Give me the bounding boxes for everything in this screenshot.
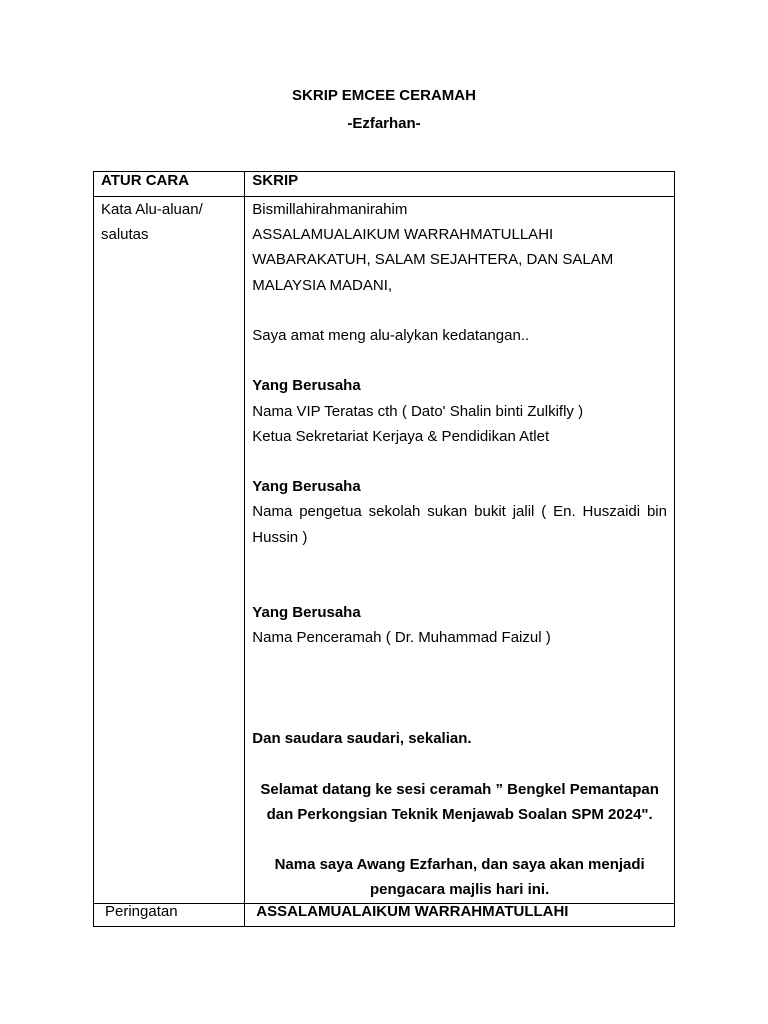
skrip-line: Bismillahirahmanirahim (252, 201, 408, 218)
header-atur-cara: ATUR CARA (94, 172, 245, 197)
skrip-line: Nama VIP Teratas cth ( Dato' Shalin binti Zulkifly ) (252, 402, 584, 420)
atur-cara-label-line2: salutas (101, 226, 149, 244)
skrip-line: Nama Penceramah ( Dr. Muhammad Faizul ) (252, 629, 551, 647)
script-table (93, 171, 675, 927)
skrip-heading: Yang Berusaha (252, 478, 361, 496)
document-title: SKRIP EMCEE CERAMAH (292, 87, 476, 104)
skrip-line: MALAYSIA MADANI, (252, 276, 393, 294)
skrip-heading: Yang Berusaha (252, 377, 361, 395)
skrip-line: Dan saudara saudari, sekalian. (252, 730, 472, 748)
atur-cara-label: Peringatan (105, 902, 178, 920)
skrip-line: Nama pengetua sekolah sukan bukit jalil ( En. Huszaidi bin Hussin ) (252, 503, 667, 546)
table-row (94, 903, 675, 926)
skrip-line: ASSALAMUALAIKUM WARRAHMATULLAHI (252, 226, 554, 244)
table-header-row (94, 172, 675, 197)
table-row (94, 197, 675, 904)
skrip-cell (245, 197, 675, 904)
atur-cara-cell (94, 197, 245, 904)
skrip-cell (245, 903, 675, 926)
skrip-line: Saya amat meng alu-alykan kedatangan.. (252, 327, 530, 344)
skrip-line: ASSALAMUALAIKUM WARRAHMATULLAHI (256, 902, 569, 920)
atur-cara-label-line1: Kata Alu-aluan/ (101, 201, 203, 218)
skrip-line: Nama saya Awang Ezfarhan, dan saya akan menjadi pengacara majlis hari ini. (274, 856, 645, 899)
document-author: -Ezfarhan- (347, 115, 421, 132)
skrip-heading: Yang Berusaha (252, 604, 361, 622)
skrip-line: Ketua Sekretariat Kerjaya & Pendidikan Atlet (252, 427, 550, 445)
header-skrip: SKRIP (245, 172, 675, 197)
skrip-line: WABARAKATUH, SALAM SEJAHTERA, DAN SALAM (252, 251, 614, 269)
atur-cara-cell (94, 903, 245, 926)
skrip-line: Selamat datang ke sesi ceramah ” Bengkel Pemantapan dan Perkongsian Teknik Menjawab Soalan SPM 2024". (260, 780, 659, 823)
